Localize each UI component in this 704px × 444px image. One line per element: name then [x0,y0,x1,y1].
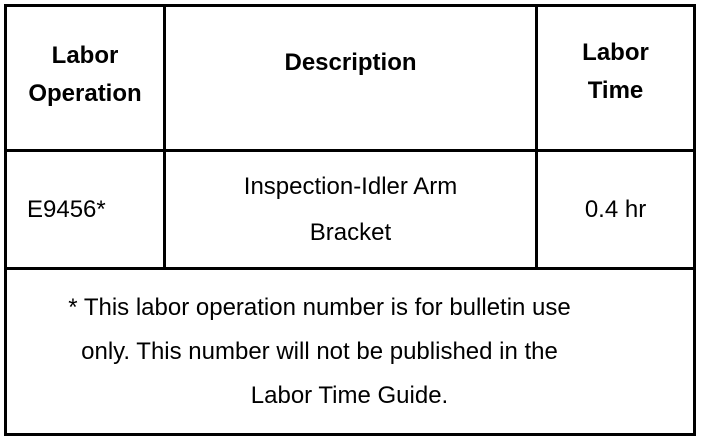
header-description [166,7,535,149]
cell-labor-time [538,152,693,267]
note-divider [4,267,696,270]
description-line-2: Bracket [309,218,392,246]
cell-operation [7,152,163,267]
footnote-line-1: * This labor operation number is for bulletin use [68,294,571,321]
cell-description [166,152,535,267]
header-labor-time [538,7,693,149]
footnote-line-3: Labor Time Guide. [250,382,449,409]
header-labor-time-line-2: Time [587,77,644,104]
operation-code: E9456* [27,195,106,223]
header-labor-operation-line-1: Labor [51,42,119,69]
description-line-1: Inspection-Idler Arm [243,172,458,200]
footnote-line-2: only. This number will not be published in the [81,338,558,365]
header-description-label: Description [284,49,417,76]
header-labor-operation [7,7,163,149]
footnote [7,286,692,418]
header-labor-time-line-1: Labor [582,39,649,66]
header-labor-operation-line-2: Operation [28,80,142,107]
labor-time-value: 0.4 hr [584,195,647,223]
